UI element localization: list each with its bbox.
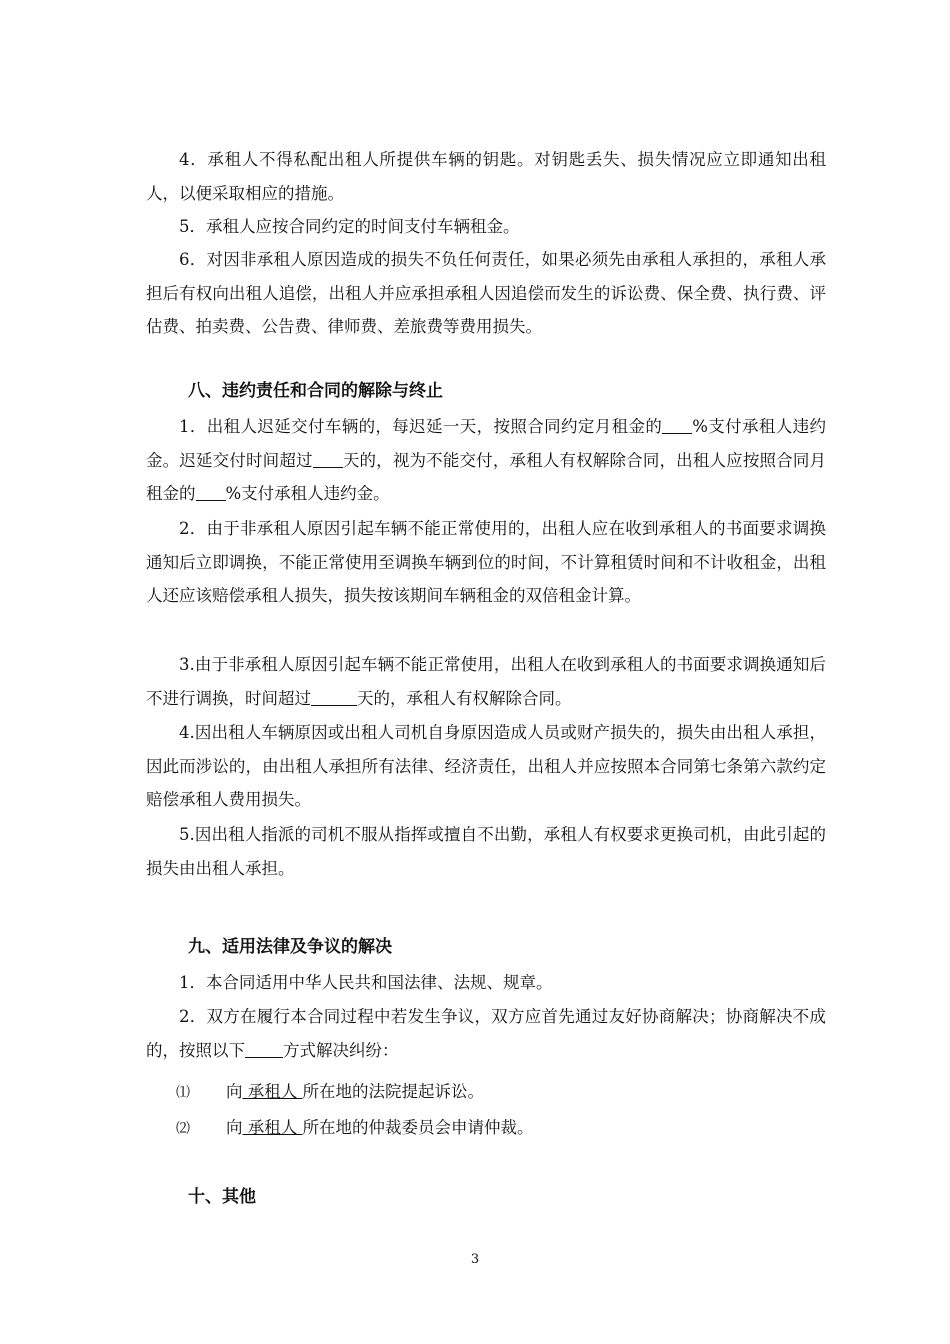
clause-8-4: 4.因出租人车辆原因或出租人司机自身原因造成人员或财产损失的，损失由出租人承担，因此而涉讼的，由出租人承担所有法律、经济责任，出租人并应按照本合同第七条第六款约定赔偿承租人费用损失。 <box>146 723 826 809</box>
clause-7-5: 5．承租人应按合同约定的时间支付车辆租金。 <box>179 217 520 236</box>
blank-field <box>196 484 226 502</box>
clause-8-1: 1．出租人迟延交付车辆的，每迟延一天，按照合同约定月租金的 %支付承租人违约金。迟延交付时间超过 天的，视为不能交付，承租人有权解除合同，出租人应按照合同月租金的 %支付承租人违约金。 <box>146 417 827 503</box>
clause-8-2: 2．由于非承租人原因引起车辆不能正常使用的，出租人应在收到承租人的书面要求调换通知后立即调换，不能正常使用至调换车辆到位的时间，不计算租赁时间和不计收租金，出租人还应该赔偿承租人损失，损失按该期间车辆租金的双倍租金计算。 <box>146 519 826 605</box>
blank-field <box>245 1040 283 1058</box>
party-name: 承租人 <box>242 1118 303 1137</box>
party-name: 承租人 <box>242 1082 303 1101</box>
clause-9-2: 2．双方在履行本合同过程中若发生争议，双方应首先通过友好协商解决；协商解决不成的，按照以下 方式解决纠纷： <box>146 1007 826 1060</box>
clause-8-3: 3.由于非承租人原因引起车辆不能正常使用，出租人在收到承租人的书面要求调换通知后不进行调换，时间超过 天的，承租人有权解除合同。 <box>146 655 826 708</box>
page-number: 3 <box>470 1252 480 1267</box>
blank-field <box>662 417 692 435</box>
blank-field <box>313 450 343 468</box>
section-10-heading: 十、其他 <box>188 1187 256 1207</box>
clause-7-4: 4．承租人不得私配出租人所提供车辆的钥匙。对钥匙丢失、损失情况应立即通知出租人，以便采取相应的措施。 <box>146 150 826 203</box>
dispute-option-1: ⑴ 向 承租人 所在地的法院提起诉讼。 <box>176 1082 484 1101</box>
section-9-heading: 九、适用法律及争议的解决 <box>188 937 392 957</box>
clause-8-5: 5.因出租人指派的司机不服从指挥或擅自不出勤，承租人有权要求更换司机，由此引起的损失由出租人承担。 <box>146 825 826 878</box>
clause-7-6: 6．对因非承租人原因造成的损失不负任何责任，如果必须先由承租人承担的，承租人承担后有权向出租人追偿，出租人并应承担承租人因追偿而发生的诉讼费、保全费、执行费、评估费、拍卖费、公告费、律师费、差旅费等费用损失。 <box>146 250 826 336</box>
blank-field <box>311 688 357 706</box>
dispute-option-2: ⑵ 向 承租人 所在地的仲裁委员会申请仲裁。 <box>176 1118 534 1137</box>
section-8-heading: 八、违约责任和合同的解除与终止 <box>188 381 443 401</box>
clause-9-1: 1．本合同适用中华人民共和国法律、法规、规章。 <box>179 973 553 992</box>
